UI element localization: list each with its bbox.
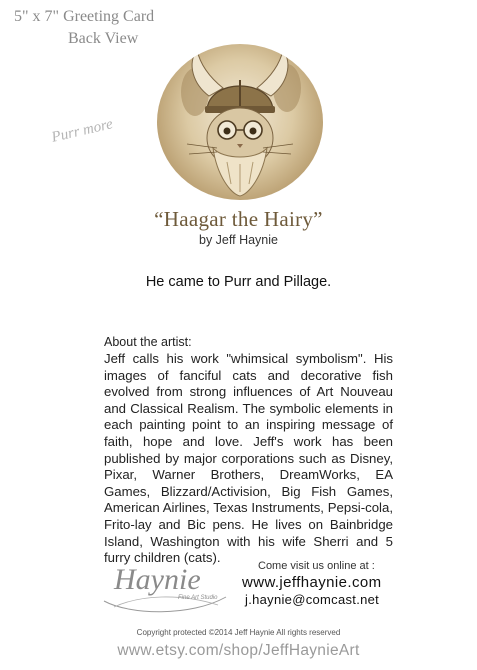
copyright-notice: Copyright protected ©2014 Jeff Haynie All rights reserved: [136, 628, 341, 637]
visit-online-label: Come visit us online at :: [258, 560, 375, 572]
logo-subtitle: Fine Art Studio: [178, 595, 218, 601]
card-title: “Haagar the Hairy”: [154, 207, 323, 231]
logo-name: Haynie: [114, 563, 201, 596]
viking-cat-illustration: [157, 44, 323, 200]
artist-byline: by Jeff Haynie: [199, 233, 278, 247]
view-label: Back View: [68, 30, 139, 47]
handwritten-note: Purr more: [50, 116, 115, 146]
card-tagline: He came to Purr and Pillage.: [145, 274, 332, 290]
artist-bio: Jeff calls his work "whimsical symbolism". His images of fanciful cats and decorative fish evolved from strong influences of Art Nouveau and Classical Realism. The symbolic elements in each painting point to an inspiring message of faith, hope and love. Jeff's work has been published by major corporations such as Disney, Pixar, Warner Brothers, DreamWorks, EA Games, Blizzard/Activision, Big Fish Games, American Airlines, Texas Instruments, Pepsi-cola, Frito-lay and Bic pens. He lives on Bainbridge Island, Washington with his wife Sherri and 5 furry children (cats).: [104, 351, 393, 566]
haynie-studio-logo: [100, 555, 230, 619]
etsy-shop-link[interactable]: www.etsy.com/shop/JeffHaynieArt: [117, 642, 360, 659]
email-link[interactable]: j.haynie@comcast.net: [245, 592, 380, 607]
about-artist-heading: About the artist:: [104, 335, 192, 349]
card-size-label: 5" x 7" Greeting Card: [14, 8, 155, 25]
website-link[interactable]: www.jeffhaynie.com: [242, 574, 382, 591]
